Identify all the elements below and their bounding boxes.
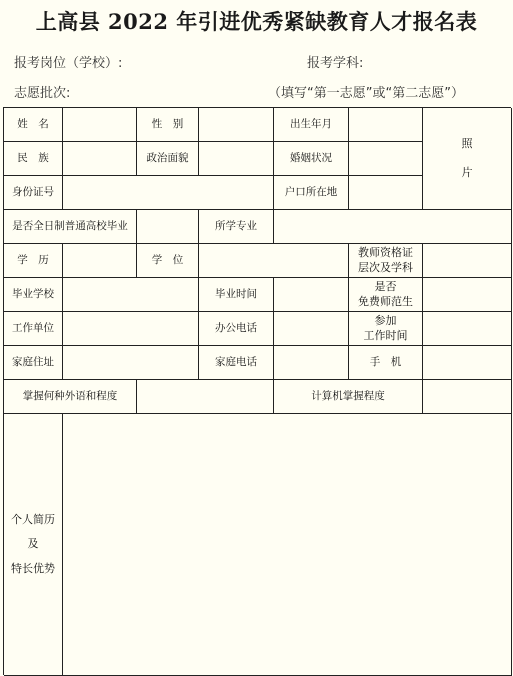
computer-label: 计算机掌握程度 — [274, 380, 423, 414]
computer-field[interactable] — [423, 380, 512, 414]
fulltime-label: 是否全日制普通高校毕业 — [4, 210, 137, 244]
id-label: 身份证号 — [4, 176, 63, 210]
resume-label-line-2: 及 — [27, 537, 39, 551]
employer-label: 工作单位 — [4, 312, 63, 346]
grad-time-label: 毕业时间 — [199, 278, 274, 312]
free-normal-label — [349, 278, 423, 312]
photo-label-1: 照 — [461, 136, 473, 150]
post-label: 报考岗位（学校）: — [14, 56, 123, 71]
marriage-field[interactable] — [349, 142, 423, 176]
work-time-label-line-2: 工作时间 — [363, 328, 408, 342]
school-field[interactable] — [63, 278, 199, 312]
politics-field[interactable] — [199, 142, 274, 176]
birth-label: 出生年月 — [274, 108, 349, 142]
hukou-field[interactable] — [349, 176, 423, 210]
work-time-label — [349, 312, 423, 346]
mobile-label: 手 机 — [349, 346, 423, 380]
work-time-field[interactable] — [423, 312, 512, 346]
school-label: 毕业学校 — [4, 278, 63, 312]
major-field[interactable] — [274, 210, 512, 244]
ethnicity-field[interactable] — [63, 142, 137, 176]
batch-note: （填写“第一志愿”或“第二志愿”） — [268, 86, 464, 101]
mobile-field[interactable] — [423, 346, 512, 380]
office-phone-label: 办公电话 — [199, 312, 274, 346]
address-label: 家庭住址 — [4, 346, 63, 380]
degree-label: 学 位 — [137, 244, 199, 278]
free-normal-label-line-1: 是否 — [374, 279, 397, 293]
degree-field[interactable] — [199, 244, 349, 278]
grad-time-field[interactable] — [274, 278, 349, 312]
resume-label-line-3: 特长优势 — [11, 561, 55, 575]
subject-label: 报考学科: — [307, 56, 364, 71]
free-normal-label-line-2: 免费师范生 — [358, 294, 413, 308]
education-field[interactable] — [63, 244, 137, 278]
resume-label-line-1: 个人简历 — [11, 513, 55, 527]
address-field[interactable] — [63, 346, 199, 380]
registration-table — [3, 107, 511, 675]
education-label: 学 历 — [4, 244, 63, 278]
name-field[interactable] — [63, 108, 137, 142]
marriage-label: 婚姻状况 — [274, 142, 349, 176]
language-label: 掌握何种外语和程度 — [4, 380, 137, 414]
batch-label: 志愿批次: — [14, 86, 71, 101]
resume-field[interactable] — [63, 414, 512, 676]
teacher-cert-label-line-1: 教师资格证 — [358, 245, 413, 259]
home-phone-label: 家庭电话 — [199, 346, 274, 380]
birth-field[interactable] — [349, 108, 423, 142]
ethnicity-label: 民 族 — [4, 142, 63, 176]
employer-field[interactable] — [63, 312, 199, 346]
teacher-cert-label-line-2: 层次及学科 — [358, 260, 413, 274]
major-label: 所学专业 — [199, 210, 274, 244]
name-label: 姓 名 — [4, 108, 63, 142]
fulltime-field[interactable] — [137, 210, 199, 244]
home-phone-field[interactable] — [274, 346, 349, 380]
resume-label — [4, 414, 63, 676]
language-field[interactable] — [137, 380, 274, 414]
photo-label-2: 片 — [461, 165, 473, 179]
gender-label: 性 别 — [137, 108, 199, 142]
work-time-label-line-1: 参加 — [374, 313, 397, 327]
id-field[interactable] — [63, 176, 274, 210]
hukou-label: 户口所在地 — [274, 176, 349, 210]
free-normal-field[interactable] — [423, 278, 512, 312]
form-title: 上高县 2022 年引进优秀紧缺教育人才报名表 — [35, 9, 478, 34]
teacher-cert-field[interactable] — [423, 244, 512, 278]
photo-box[interactable] — [423, 108, 512, 210]
gender-field[interactable] — [199, 108, 274, 142]
teacher-cert-label — [349, 244, 423, 278]
office-phone-field[interactable] — [274, 312, 349, 346]
politics-label: 政治面貌 — [137, 142, 199, 176]
